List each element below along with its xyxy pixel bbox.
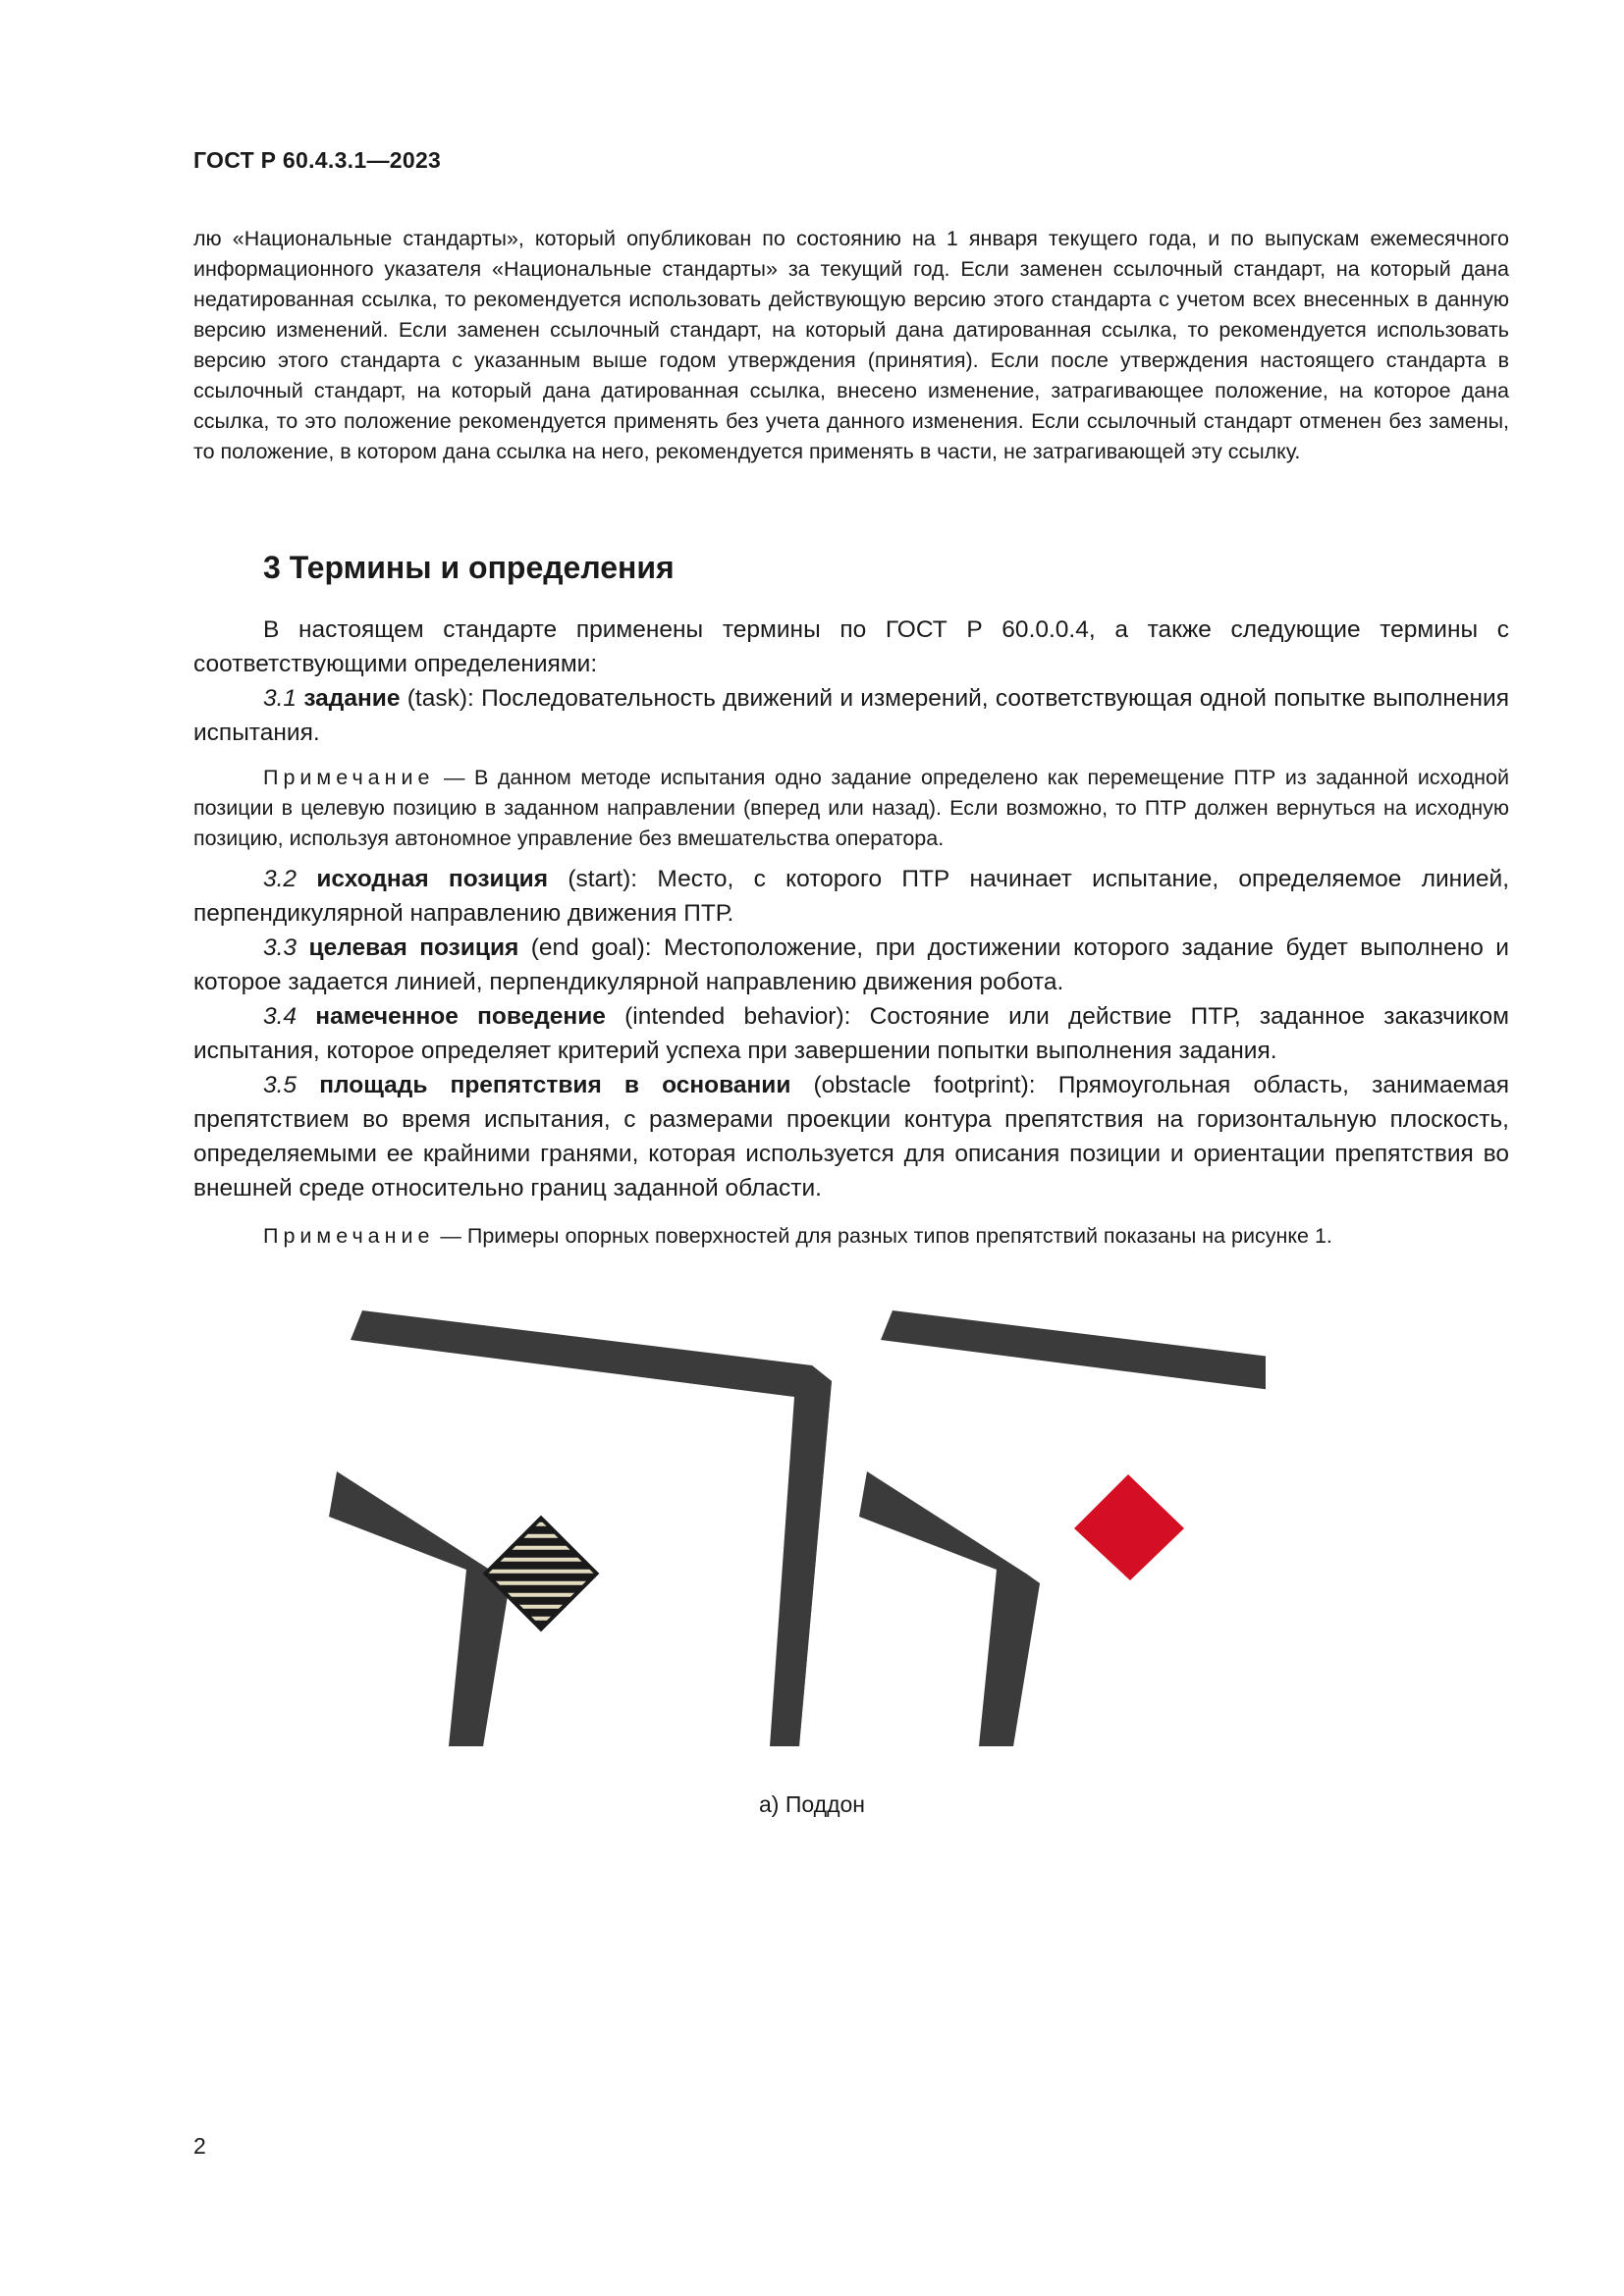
section-title: 3 Термины и определения (263, 550, 675, 585)
note-label: Примечание (263, 1224, 435, 1248)
term-english: (intended behavior): (605, 1003, 870, 1030)
term-definition: Прямоугольная область, занимаемая препятствием во время испытания, с размерами проекции контура препятствия на горизонтальную плоскость, определяемыми ее крайними гранями, которая используется для описания позиции и ориентации препятствия во внешней среде относительно границ заданной области. (193, 1072, 1510, 1201)
section-lead: В настоящем стандарте применены термины по ГОСТ Р 60.0.0.4, а также следующие термины с соответствующими определениями: (193, 616, 1509, 677)
term-english: (start): (548, 866, 658, 892)
term-definition: Последовательность движений и измерений, соответствующая одной попытке выполнения испытания. (193, 685, 1509, 746)
term-english: (obstacle footprint): (790, 1072, 1058, 1098)
terms-list (193, 862, 1509, 1205)
term-name: площадь препятствия в основании (319, 1072, 791, 1098)
term-number: 3.4 (263, 1003, 298, 1030)
figure-panel-left (329, 1310, 832, 1746)
term-definition: Состояние или действие ПТР, заданное заказчиком испытания, которое определяет критерий успеха при завершении попытки выполнения задания. (193, 1003, 1510, 1064)
note-label: Примечание (263, 766, 435, 789)
note-text: — Примеры опорных поверхностей для разных типов препятствий показаны на рисунке 1. (434, 1224, 1332, 1248)
obstacle-footprint (1074, 1474, 1184, 1580)
term-3-5 (193, 1068, 1509, 1205)
term-name: задание (303, 685, 401, 712)
term-3-1 (193, 681, 1509, 750)
term-3-4 (193, 999, 1509, 1068)
term-name: исходная позиция (316, 866, 549, 892)
term-3-3 (193, 931, 1509, 999)
wall-inner-top (859, 1471, 1040, 1746)
term-3-2 (193, 862, 1509, 931)
term-number: 3.3 (263, 934, 298, 961)
note-1 (193, 763, 1509, 854)
page-number: 2 (193, 2133, 206, 2159)
term-definition: Местоположение, при достижении которого задание будет выполнено и которое задается линией, перпендикулярной направлению движения робота. (193, 934, 1509, 995)
figure-panel-right (859, 1310, 1266, 1746)
term-number: 3.1 (263, 685, 298, 712)
term-english: (task): (400, 685, 482, 712)
intro-paragraph: лю «Национальные стандарты», который опубликован по состоянию на 1 января текущего года, и по выпускам ежемесячного информационного указателя «Национальные стандарты» за текущий год. Если заменен ссылочный стандарт, на который дана недатированная ссылка, то рекомендуется использовать действующую версию этого стандарта с учетом всех внесенных в данную версию изменений. Если заменен ссылочный стандарт, на который дана датированная ссылка, то рекомендуется использовать версию этого стандарта с указанным выше годом утверждения (принятия). Если после утверждения настоящего стандарта в ссылочный стандарт, на который дана датированная ссылка, внесено изменение, затрагивающее положение, на которое дана ссылка, то это положение рекомендуется применять без учета данного изменения. Если ссылочный стандарт отменен без замены, то положение, в котором дана ссылка на него, рекомендуется применять в части, не затрагивающей эту ссылку. (193, 227, 1509, 463)
wall-inner-top (329, 1471, 510, 1746)
term-name: целевая позиция (308, 934, 519, 961)
term-number: 3.2 (263, 866, 298, 892)
figure-pallet-footprints (329, 1310, 1266, 1747)
document-header: ГОСТ Р 60.4.3.1—2023 (193, 147, 442, 173)
term-number: 3.5 (263, 1072, 298, 1098)
note-text: — В данном методе испытания одно задание определено как перемещение ПТР из заданной исходной позиции в целевую позицию в заданном направлении (вперед или назад). Если возможно, то ПТР должен вернуться на исходную позицию, используя автономное управление без вмешательства оператора. (193, 766, 1509, 850)
term-definition: Место, с которого ПТР начинает испытание, определяемое линией, перпендикулярной направлению движения ПТР. (193, 866, 1510, 927)
term-name: намеченное поведение (315, 1003, 606, 1030)
note-2 (193, 1221, 1509, 1252)
figure-caption: а) Поддон (759, 1791, 865, 1817)
term-english: (end goal): (518, 934, 665, 961)
